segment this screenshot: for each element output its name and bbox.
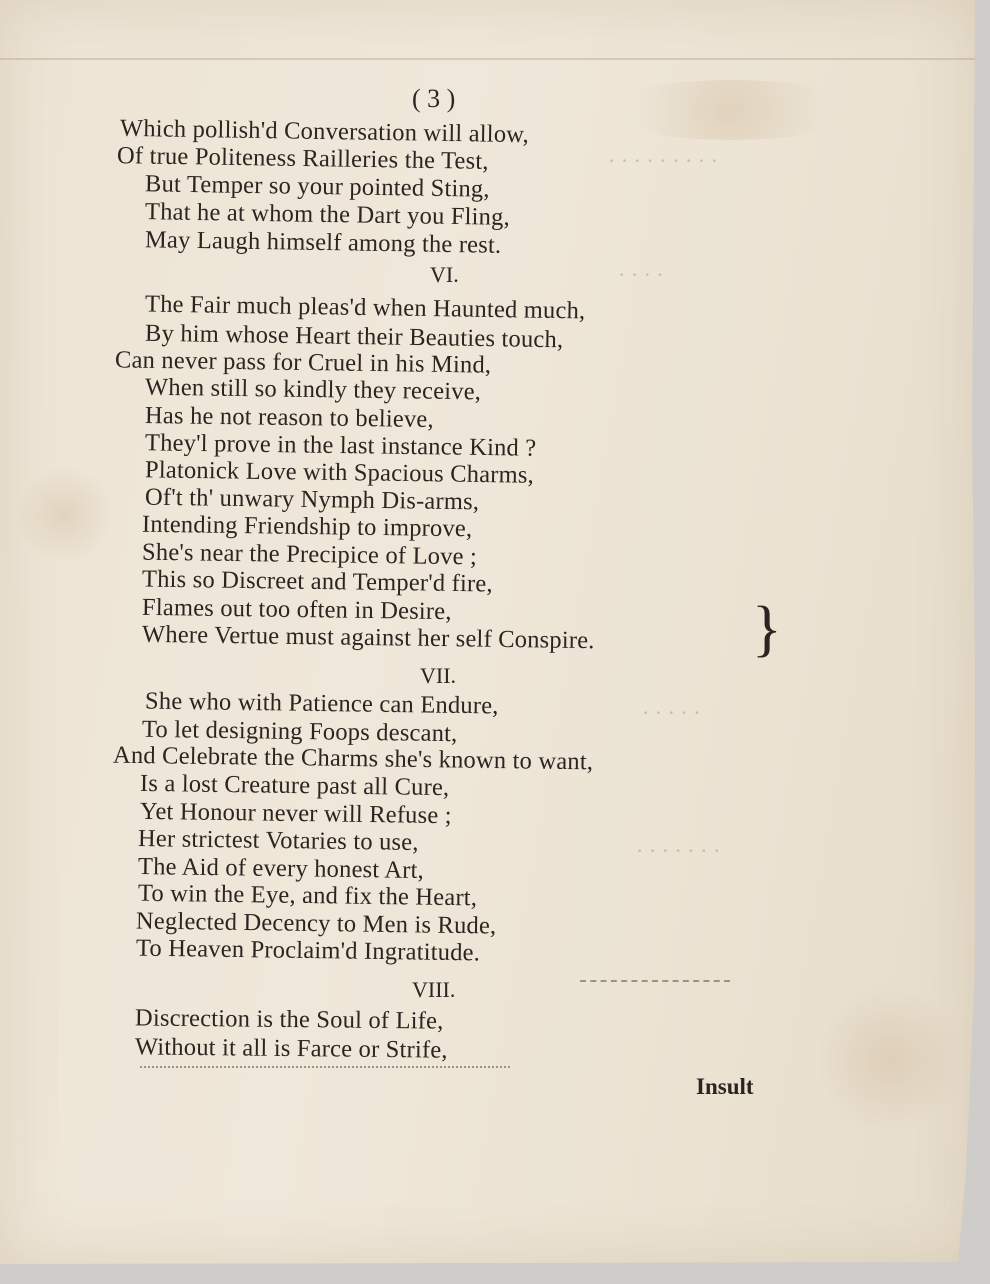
dashed-rule	[140, 1066, 510, 1068]
verse-line: Which pollish'd Conversation will allow,	[119, 114, 530, 149]
verse-line: The Aid of every honest Art,	[137, 853, 425, 884]
stanza-heading: VII.	[420, 663, 457, 688]
verse-line: May Laugh himself among the rest.	[144, 226, 502, 259]
verse-line: Of't th' unwary Nymph Dis-arms,	[144, 483, 480, 516]
verse-line: Where Vertue must against her self Conspire.	[141, 620, 595, 655]
verse-line: To Heaven Proclaim'd Ingratitude.	[135, 934, 481, 967]
verse-line: This so Discreet and Temper'd fire,	[141, 565, 493, 598]
verse-line: But Temper so your pointed Sting,	[144, 170, 490, 203]
verse-line: The Fair much pleas'd when Haunted much,	[144, 290, 586, 325]
verse-line: Intending Friendship to improve,	[141, 510, 473, 543]
brace-mark: }	[752, 595, 782, 663]
verse-line: Her strictest Votaries to use,	[137, 825, 419, 856]
verse-line: And Celebrate the Charms she's known to want,	[112, 741, 594, 776]
verse-line: Has he not reason to believe,	[144, 401, 435, 434]
stanza-heading: VI.	[430, 262, 459, 287]
verse-line: To win the Eye, and fix the Heart,	[137, 879, 478, 912]
verse-line: Of true Politeness Railleries the Test,	[116, 142, 489, 175]
page-number: ( 3 )	[412, 84, 456, 113]
catchword: Insult	[696, 1074, 754, 1099]
verse-line: To let designing Foops descant,	[141, 715, 458, 748]
verse-line: She's near the Precipice of Love ;	[141, 538, 478, 571]
verse-line: When still so kindly they receive,	[144, 373, 482, 406]
verse-line: That he at whom the Dart you Fling,	[144, 198, 511, 231]
verse-line: Is a lost Creature past all Cure,	[139, 769, 450, 802]
verse-line: By him whose Heart their Beauties touch,	[144, 319, 564, 354]
show-through-mark: · · · · · · · · ·	[608, 148, 718, 173]
show-through-mark: · · · · ·	[642, 700, 701, 725]
stanza-heading: VIII.	[412, 977, 456, 1002]
verse-line: Yet Honour never will Refuse ;	[139, 797, 452, 830]
verse-line: Neglected Decency to Men is Rude,	[135, 907, 497, 940]
dashed-rule	[580, 980, 730, 982]
verse-line: She who with Patience can Endure,	[144, 687, 499, 720]
verse-line: Platonick Love with Spacious Charms,	[144, 456, 535, 489]
verse-line: Can never pass for Cruel in his Mind,	[114, 346, 492, 379]
show-through-mark: · · · · · · ·	[636, 838, 721, 863]
verse-line: Flames out too often in Desire,	[141, 593, 452, 626]
verse-line: Discrection is the Soul of Life,	[134, 1004, 444, 1035]
show-through-mark: · · · ·	[618, 262, 664, 287]
verse-line: They'l prove in the last instance Kind ?	[144, 429, 537, 462]
verse-line: Without it all is Farce or Strife,	[134, 1033, 448, 1064]
